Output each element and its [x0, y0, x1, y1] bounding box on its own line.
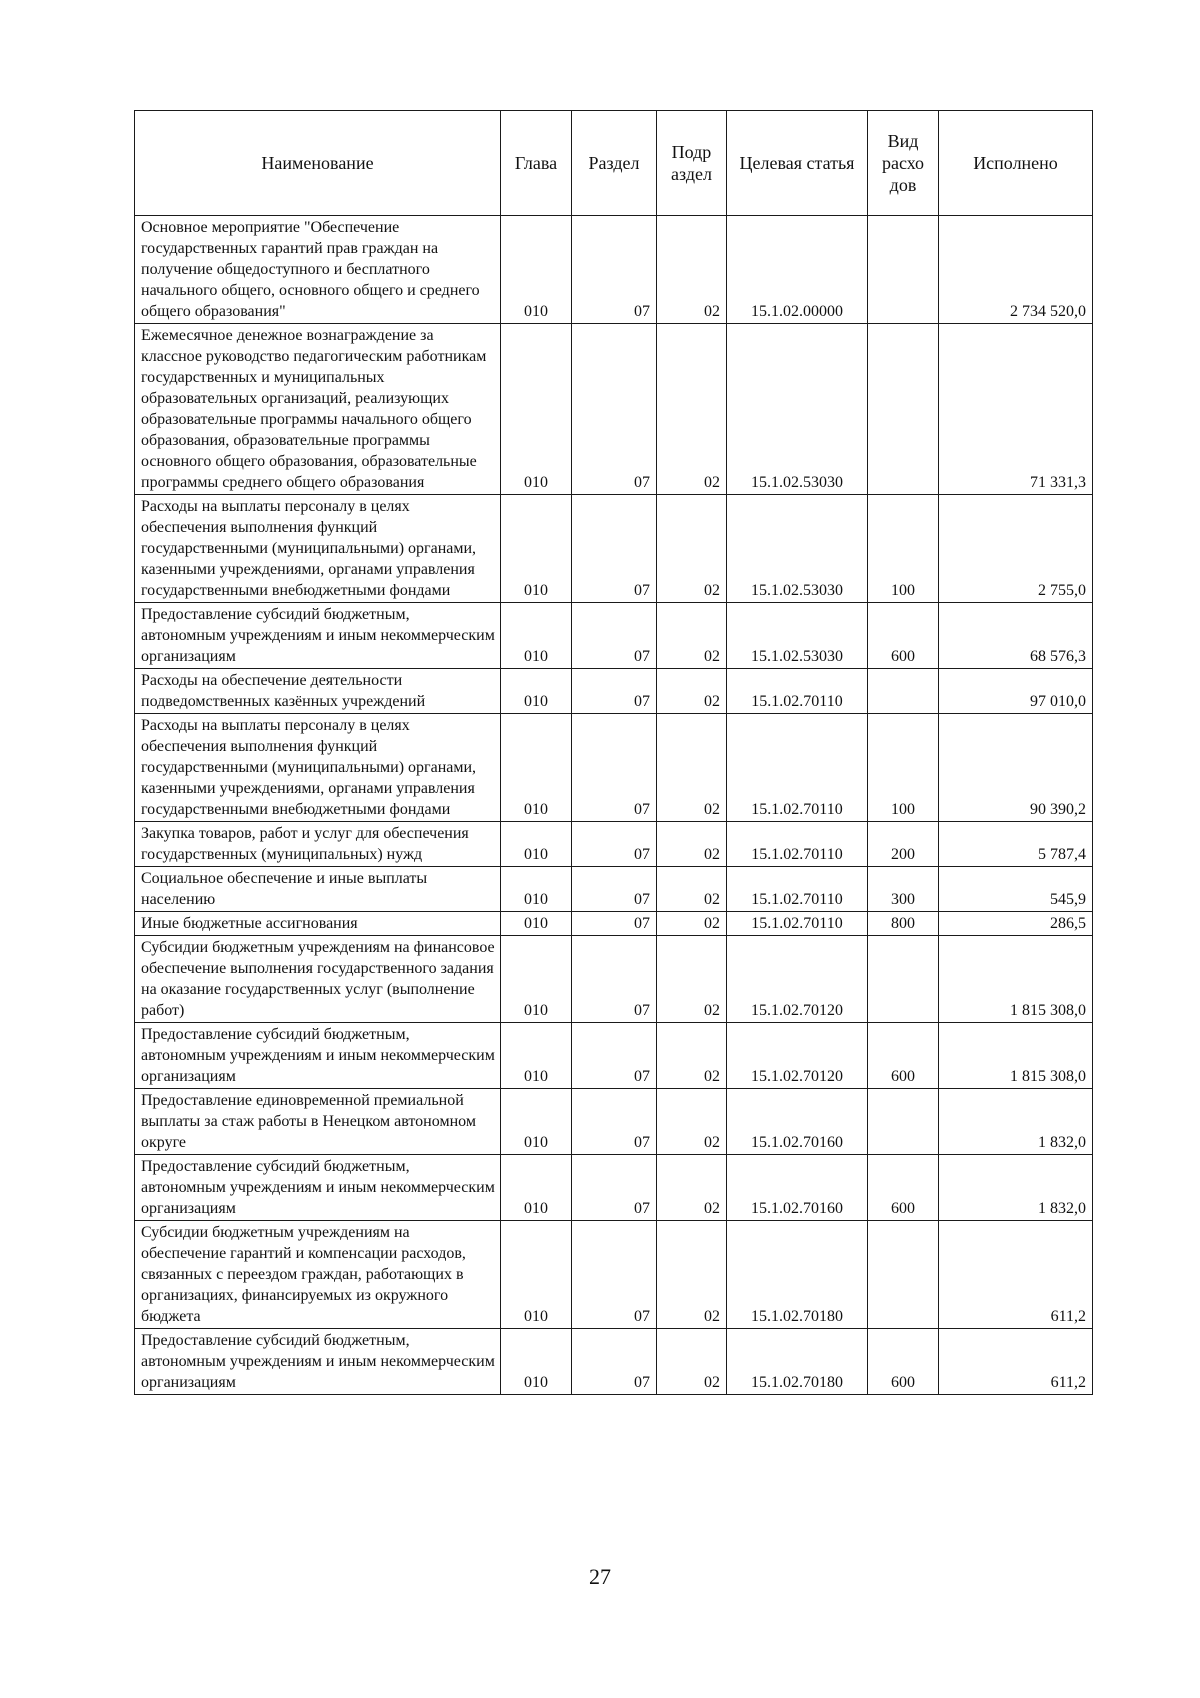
- cell-expense-type: 600: [868, 1023, 939, 1089]
- cell-executed: 90 390,2: [939, 714, 1093, 822]
- cell-subsection: 02: [657, 1221, 727, 1329]
- cell-expense-type: [868, 1089, 939, 1155]
- table-row: [135, 822, 1093, 867]
- cell-target-article: 15.1.02.70110: [727, 669, 868, 714]
- header-expense-type: Вид расхо дов: [868, 111, 939, 216]
- cell-executed: 68 576,3: [939, 603, 1093, 669]
- cell-subsection: 02: [657, 822, 727, 867]
- cell-chapter: 010: [501, 1221, 572, 1329]
- cell-executed: 611,2: [939, 1329, 1093, 1395]
- cell-executed: 1 832,0: [939, 1155, 1093, 1221]
- cell-chapter: 010: [501, 1155, 572, 1221]
- table-row: [135, 1155, 1093, 1221]
- cell-executed: 2 734 520,0: [939, 216, 1093, 324]
- cell-executed: 1 815 308,0: [939, 1023, 1093, 1089]
- cell-chapter: 010: [501, 867, 572, 912]
- cell-executed: 2 755,0: [939, 495, 1093, 603]
- cell-expense-type: 300: [868, 867, 939, 912]
- cell-expense-type: 600: [868, 1329, 939, 1395]
- cell-chapter: 010: [501, 822, 572, 867]
- cell-chapter: 010: [501, 324, 572, 495]
- cell-expense-type: 100: [868, 495, 939, 603]
- cell-executed: 71 331,3: [939, 324, 1093, 495]
- table-row: [135, 867, 1093, 912]
- cell-chapter: 010: [501, 1089, 572, 1155]
- cell-executed: 1 815 308,0: [939, 936, 1093, 1023]
- cell-name: Предоставление единовременной премиальной выплаты за стаж работы в Ненецком автономном округе: [135, 1089, 501, 1155]
- cell-subsection: 02: [657, 324, 727, 495]
- cell-chapter: 010: [501, 1329, 572, 1395]
- page-number: 27: [589, 1564, 611, 1589]
- cell-section: 07: [572, 603, 657, 669]
- cell-expense-type: [868, 1221, 939, 1329]
- cell-section: 07: [572, 867, 657, 912]
- cell-target-article: 15.1.02.70160: [727, 1155, 868, 1221]
- cell-subsection: 02: [657, 216, 727, 324]
- cell-section: 07: [572, 936, 657, 1023]
- cell-section: 07: [572, 1023, 657, 1089]
- cell-subsection: 02: [657, 714, 727, 822]
- header-executed: Исполнено: [939, 111, 1093, 216]
- table-row: [135, 1329, 1093, 1395]
- cell-target-article: 15.1.02.70160: [727, 1089, 868, 1155]
- cell-name: Субсидии бюджетным учреждениям на финансовое обеспечение выполнения государственного задания на оказание государственных услуг (выполнение работ): [135, 936, 501, 1023]
- table-row: [135, 495, 1093, 603]
- cell-section: 07: [572, 669, 657, 714]
- table-row: [135, 714, 1093, 822]
- cell-subsection: 02: [657, 912, 727, 936]
- cell-expense-type: 100: [868, 714, 939, 822]
- cell-expense-type: 200: [868, 822, 939, 867]
- cell-name: Основное мероприятие "Обеспечение государственных гарантий прав граждан на получение общедоступного и бесплатного начального общего, основного общего и среднего общего образования": [135, 216, 501, 324]
- cell-section: 07: [572, 1329, 657, 1395]
- table-row: [135, 912, 1093, 936]
- cell-chapter: 010: [501, 936, 572, 1023]
- cell-executed: 5 787,4: [939, 822, 1093, 867]
- cell-name: Предоставление субсидий бюджетным, автономным учреждениям и иным некоммерческим организациям: [135, 1329, 501, 1395]
- cell-name: Расходы на обеспечение деятельности подведомственных казённых учреждений: [135, 669, 501, 714]
- cell-target-article: 15.1.02.70180: [727, 1329, 868, 1395]
- cell-chapter: 010: [501, 912, 572, 936]
- cell-subsection: 02: [657, 936, 727, 1023]
- cell-expense-type: 800: [868, 912, 939, 936]
- cell-executed: 286,5: [939, 912, 1093, 936]
- cell-target-article: 15.1.02.70120: [727, 1023, 868, 1089]
- table-body: [135, 216, 1093, 1395]
- cell-section: 07: [572, 216, 657, 324]
- cell-section: 07: [572, 324, 657, 495]
- cell-name: Предоставление субсидий бюджетным, автономным учреждениям и иным некоммерческим организациям: [135, 1023, 501, 1089]
- cell-chapter: 010: [501, 714, 572, 822]
- cell-section: 07: [572, 1089, 657, 1155]
- cell-executed: 611,2: [939, 1221, 1093, 1329]
- table-row: [135, 1089, 1093, 1155]
- cell-section: 07: [572, 495, 657, 603]
- cell-expense-type: [868, 669, 939, 714]
- cell-chapter: 010: [501, 669, 572, 714]
- budget-execution-table: [134, 110, 1093, 1395]
- cell-name: Предоставление субсидий бюджетным, автономным учреждениям и иным некоммерческим организациям: [135, 1155, 501, 1221]
- header-target-article: Целевая статья: [727, 111, 868, 216]
- cell-subsection: 02: [657, 1155, 727, 1221]
- cell-expense-type: [868, 216, 939, 324]
- cell-chapter: 010: [501, 1023, 572, 1089]
- header-subsection: Подр аздел: [657, 111, 727, 216]
- cell-section: 07: [572, 912, 657, 936]
- table-row: [135, 936, 1093, 1023]
- cell-target-article: 15.1.02.53030: [727, 495, 868, 603]
- cell-chapter: 010: [501, 495, 572, 603]
- cell-expense-type: [868, 936, 939, 1023]
- cell-expense-type: 600: [868, 603, 939, 669]
- cell-subsection: 02: [657, 1329, 727, 1395]
- cell-subsection: 02: [657, 495, 727, 603]
- cell-name: Закупка товаров, работ и услуг для обеспечения государственных (муниципальных) нужд: [135, 822, 501, 867]
- cell-name: Предоставление субсидий бюджетным, автономным учреждениям и иным некоммерческим организациям: [135, 603, 501, 669]
- table-header-row: [135, 111, 1093, 216]
- cell-executed: 1 832,0: [939, 1089, 1093, 1155]
- table-row: [135, 669, 1093, 714]
- cell-subsection: 02: [657, 1023, 727, 1089]
- cell-section: 07: [572, 1155, 657, 1221]
- cell-target-article: 15.1.02.70180: [727, 1221, 868, 1329]
- cell-target-article: 15.1.02.00000: [727, 216, 868, 324]
- cell-target-article: 15.1.02.70110: [727, 912, 868, 936]
- table-row: [135, 1221, 1093, 1329]
- cell-target-article: 15.1.02.70110: [727, 867, 868, 912]
- cell-target-article: 15.1.02.53030: [727, 324, 868, 495]
- cell-subsection: 02: [657, 867, 727, 912]
- cell-section: 07: [572, 1221, 657, 1329]
- cell-subsection: 02: [657, 603, 727, 669]
- cell-executed: 97 010,0: [939, 669, 1093, 714]
- cell-target-article: 15.1.02.70110: [727, 822, 868, 867]
- cell-section: 07: [572, 714, 657, 822]
- table-row: [135, 216, 1093, 324]
- cell-expense-type: [868, 324, 939, 495]
- cell-target-article: 15.1.02.53030: [727, 603, 868, 669]
- table-row: [135, 603, 1093, 669]
- cell-subsection: 02: [657, 669, 727, 714]
- cell-name: Иные бюджетные ассигнования: [135, 912, 501, 936]
- cell-chapter: 010: [501, 216, 572, 324]
- cell-name: Ежемесячное денежное вознаграждение за классное руководство педагогическим работникам государственных и муниципальных образовательных организаций, реализующих образовательные программы начального общего образования, образовательные программы основного общего образования, образовательные программы среднего общего образования: [135, 324, 501, 495]
- cell-name: Социальное обеспечение и иные выплаты населению: [135, 867, 501, 912]
- cell-executed: 545,9: [939, 867, 1093, 912]
- cell-target-article: 15.1.02.70120: [727, 936, 868, 1023]
- table-row: [135, 324, 1093, 495]
- cell-chapter: 010: [501, 603, 572, 669]
- cell-expense-type: 600: [868, 1155, 939, 1221]
- cell-name: Расходы на выплаты персоналу в целях обеспечения выполнения функций государственными (муниципальными) органами, казенными учреждениями, органами управления государственными внебюджетными фондами: [135, 714, 501, 822]
- cell-name: Расходы на выплаты персоналу в целях обеспечения выполнения функций государственными (муниципальными) органами, казенными учреждениями, органами управления государственными внебюджетными фондами: [135, 495, 501, 603]
- header-chapter: Глава: [501, 111, 572, 216]
- cell-name: Субсидии бюджетным учреждениям на обеспечение гарантий и компенсации расходов, связанных с переездом граждан, работающих в организациях, финансируемых из окружного бюджета: [135, 1221, 501, 1329]
- header-section: Раздел: [572, 111, 657, 216]
- cell-section: 07: [572, 822, 657, 867]
- cell-target-article: 15.1.02.70110: [727, 714, 868, 822]
- cell-subsection: 02: [657, 1089, 727, 1155]
- table-row: [135, 1023, 1093, 1089]
- header-name: Наименование: [135, 111, 501, 216]
